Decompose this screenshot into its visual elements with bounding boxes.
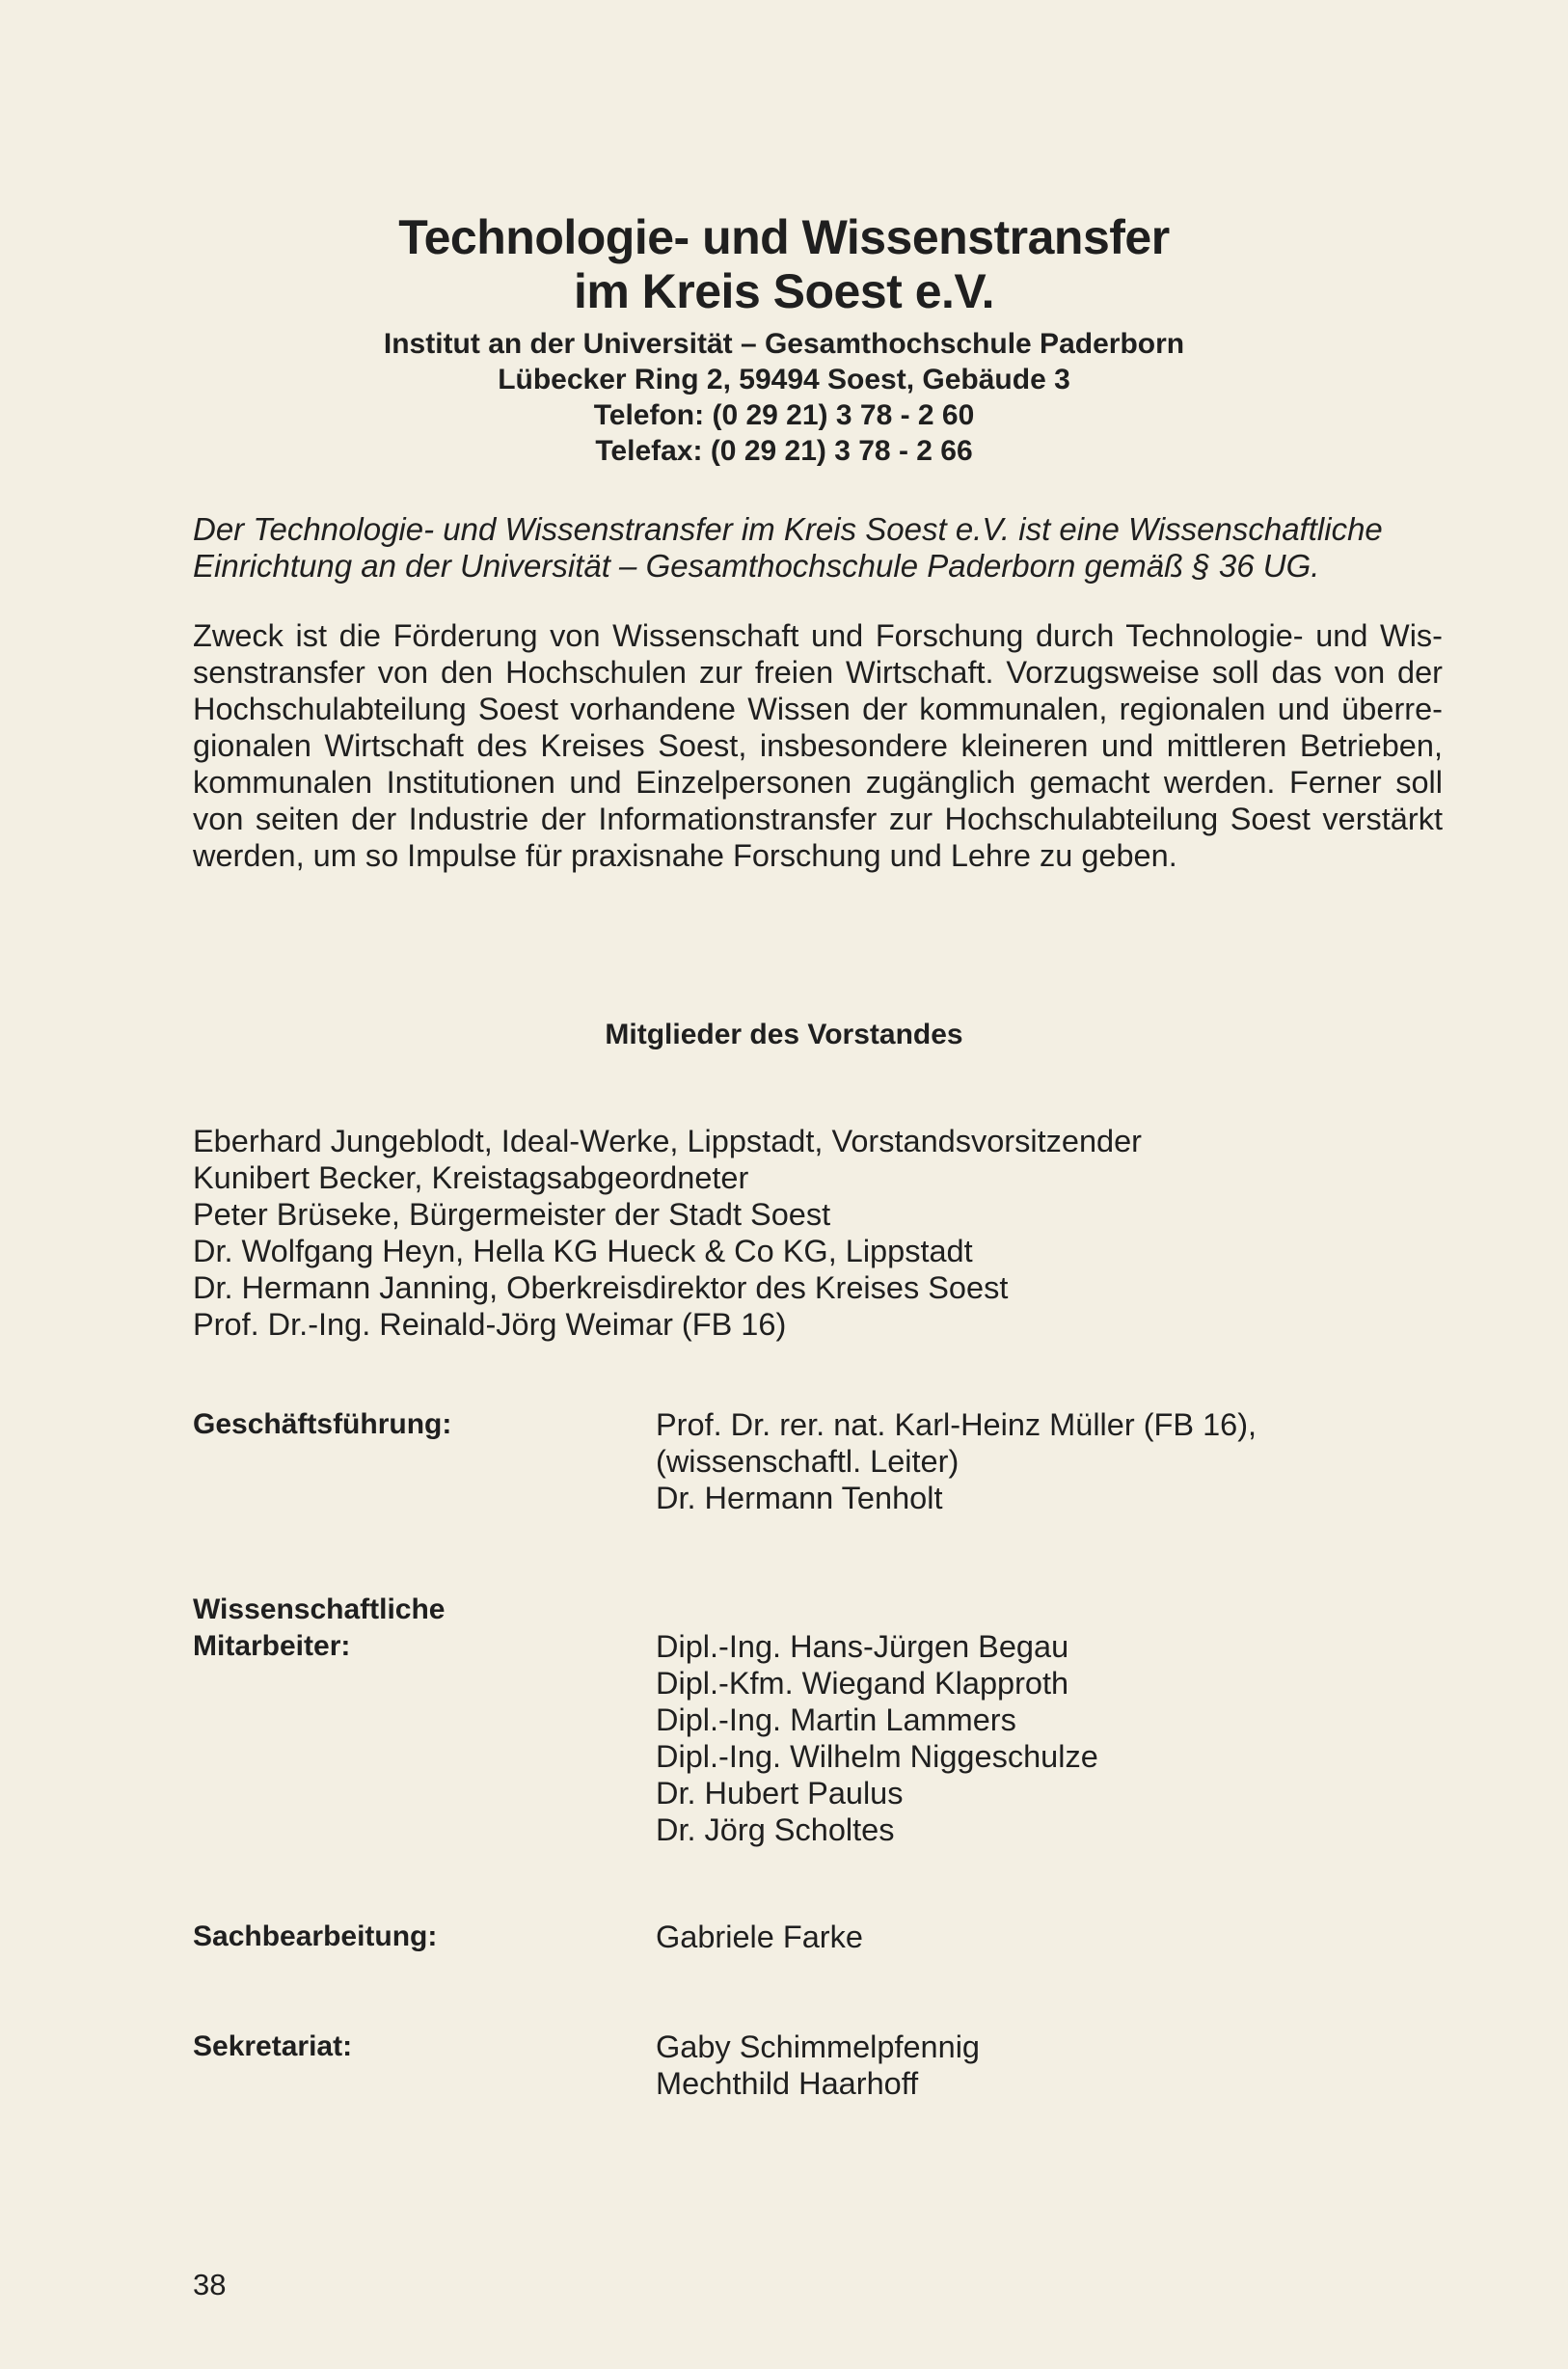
staff-name: Mechthild Haarhoff [656, 2066, 919, 2101]
staff-name: Dipl.-Ing. Hans-Jürgen Begau [656, 1629, 1069, 1664]
scientific-staff-names [656, 1628, 1446, 1848]
scientific-staff-label [193, 1592, 617, 1665]
staff-name: (wissenschaftl. Leiter) [656, 1444, 960, 1479]
staff-name: Dipl.-Kfm. Wiegand Klapproth [656, 1666, 1069, 1701]
section-label: Sekretariat: [193, 2030, 353, 2062]
purpose-paragraph [193, 617, 1443, 874]
staff-name: Gabriele Farke [656, 1920, 863, 1954]
staff-name: Dipl.-Ing. Martin Lammers [656, 1702, 1016, 1737]
secretariat-names [656, 2029, 1446, 2102]
purpose-line: Zweck ist die Förderung von Wissenschaft und Forschung durch Technologie- und Wis- [193, 618, 1443, 653]
board-member-list [193, 1123, 1446, 1343]
letterhead [0, 210, 1568, 469]
staff-name: Dr. Hubert Paulus [656, 1776, 904, 1811]
section-label: Sachbearbeitung: [193, 1920, 438, 1952]
page-number: 38 [193, 2268, 227, 2301]
board-heading: Mitglieder des Vorstandes [605, 1019, 963, 1050]
purpose-line: kommunalen Institutionen und Einzelpersonen zugänglich gemacht werden. Ferner soll [193, 765, 1443, 800]
institute-line: Institut an der Universität – Gesamthochschule Paderborn [383, 328, 1185, 360]
staff-name: Gaby Schimmelpfennig [656, 2029, 980, 2064]
section-label: Mitarbeiter: [193, 1630, 351, 1662]
staff-name: Dipl.-Ing. Wilhelm Niggeschulze [656, 1739, 1098, 1774]
secretariat-label [193, 2029, 617, 2065]
intro-paragraph [193, 511, 1442, 585]
board-member: Prof. Dr.-Ing. Reinald-Jörg Weimar (FB 16) [193, 1307, 787, 1342]
title-line-1: Technologie- und Wissenstransfer [398, 210, 1170, 264]
staff-name: Dr. Jörg Scholtes [656, 1812, 895, 1847]
clerical-names [656, 1919, 1446, 1955]
board-member: Dr. Wolfgang Heyn, Hella KG Hueck & Co KG, Lippstadt [193, 1234, 973, 1268]
section-label: Wissenschaftliche [193, 1593, 446, 1625]
section-label: Geschäftsführung: [193, 1408, 452, 1440]
management-names [656, 1406, 1446, 1516]
purpose-line: Hochschulabteilung Soest vorhandene Wissen der kommunalen, regionalen und überre- [193, 692, 1443, 726]
address-line: Lübecker Ring 2, 59494 Soest, Gebäude 3 [498, 364, 1070, 395]
board-member: Dr. Hermann Janning, Oberkreisdirektor des Kreises Soest [193, 1270, 1009, 1305]
board-member: Kunibert Becker, Kreistagsabgeordneter [193, 1160, 749, 1195]
board-member: Eberhard Jungeblodt, Ideal-Werke, Lippstadt, Vorstandsvorsitzender [193, 1124, 1142, 1158]
purpose-line: senstransfer von den Hochschulen zur freien Wirtschaft. Vorzugsweise soll das von der [193, 655, 1443, 690]
intro-line: Einrichtung an der Universität – Gesamthochschule Paderborn gemäß § 36 UG. [193, 548, 1320, 584]
purpose-line: gionalen Wirtschaft des Kreises Soest, insbesondere kleineren und mittleren Betrieben, [193, 728, 1443, 763]
purpose-line: werden, um so Impulse für praxisnahe Forschung und Lehre zu geben. [193, 838, 1177, 873]
purpose-line: von seiten der Industrie der Informationstransfer zur Hochschulabteilung Soest verstärkt [193, 802, 1443, 836]
title-line-2: im Kreis Soest e.V. [573, 264, 995, 318]
clerical-label [193, 1919, 617, 1955]
management-label [193, 1406, 617, 1443]
staff-name: Prof. Dr. rer. nat. Karl-Heinz Müller (FB 16), [656, 1407, 1257, 1442]
staff-name: Dr. Hermann Tenholt [656, 1481, 943, 1515]
fax-line: Telefax: (0 29 21) 3 78 - 2 66 [595, 435, 973, 467]
intro-line: Der Technologie- und Wissenstransfer im Kreis Soest e.V. ist eine Wissenschaftliche [193, 511, 1383, 547]
board-member: Peter Brüseke, Bürgermeister der Stadt Soest [193, 1197, 831, 1232]
phone-line: Telefon: (0 29 21) 3 78 - 2 60 [593, 399, 975, 431]
